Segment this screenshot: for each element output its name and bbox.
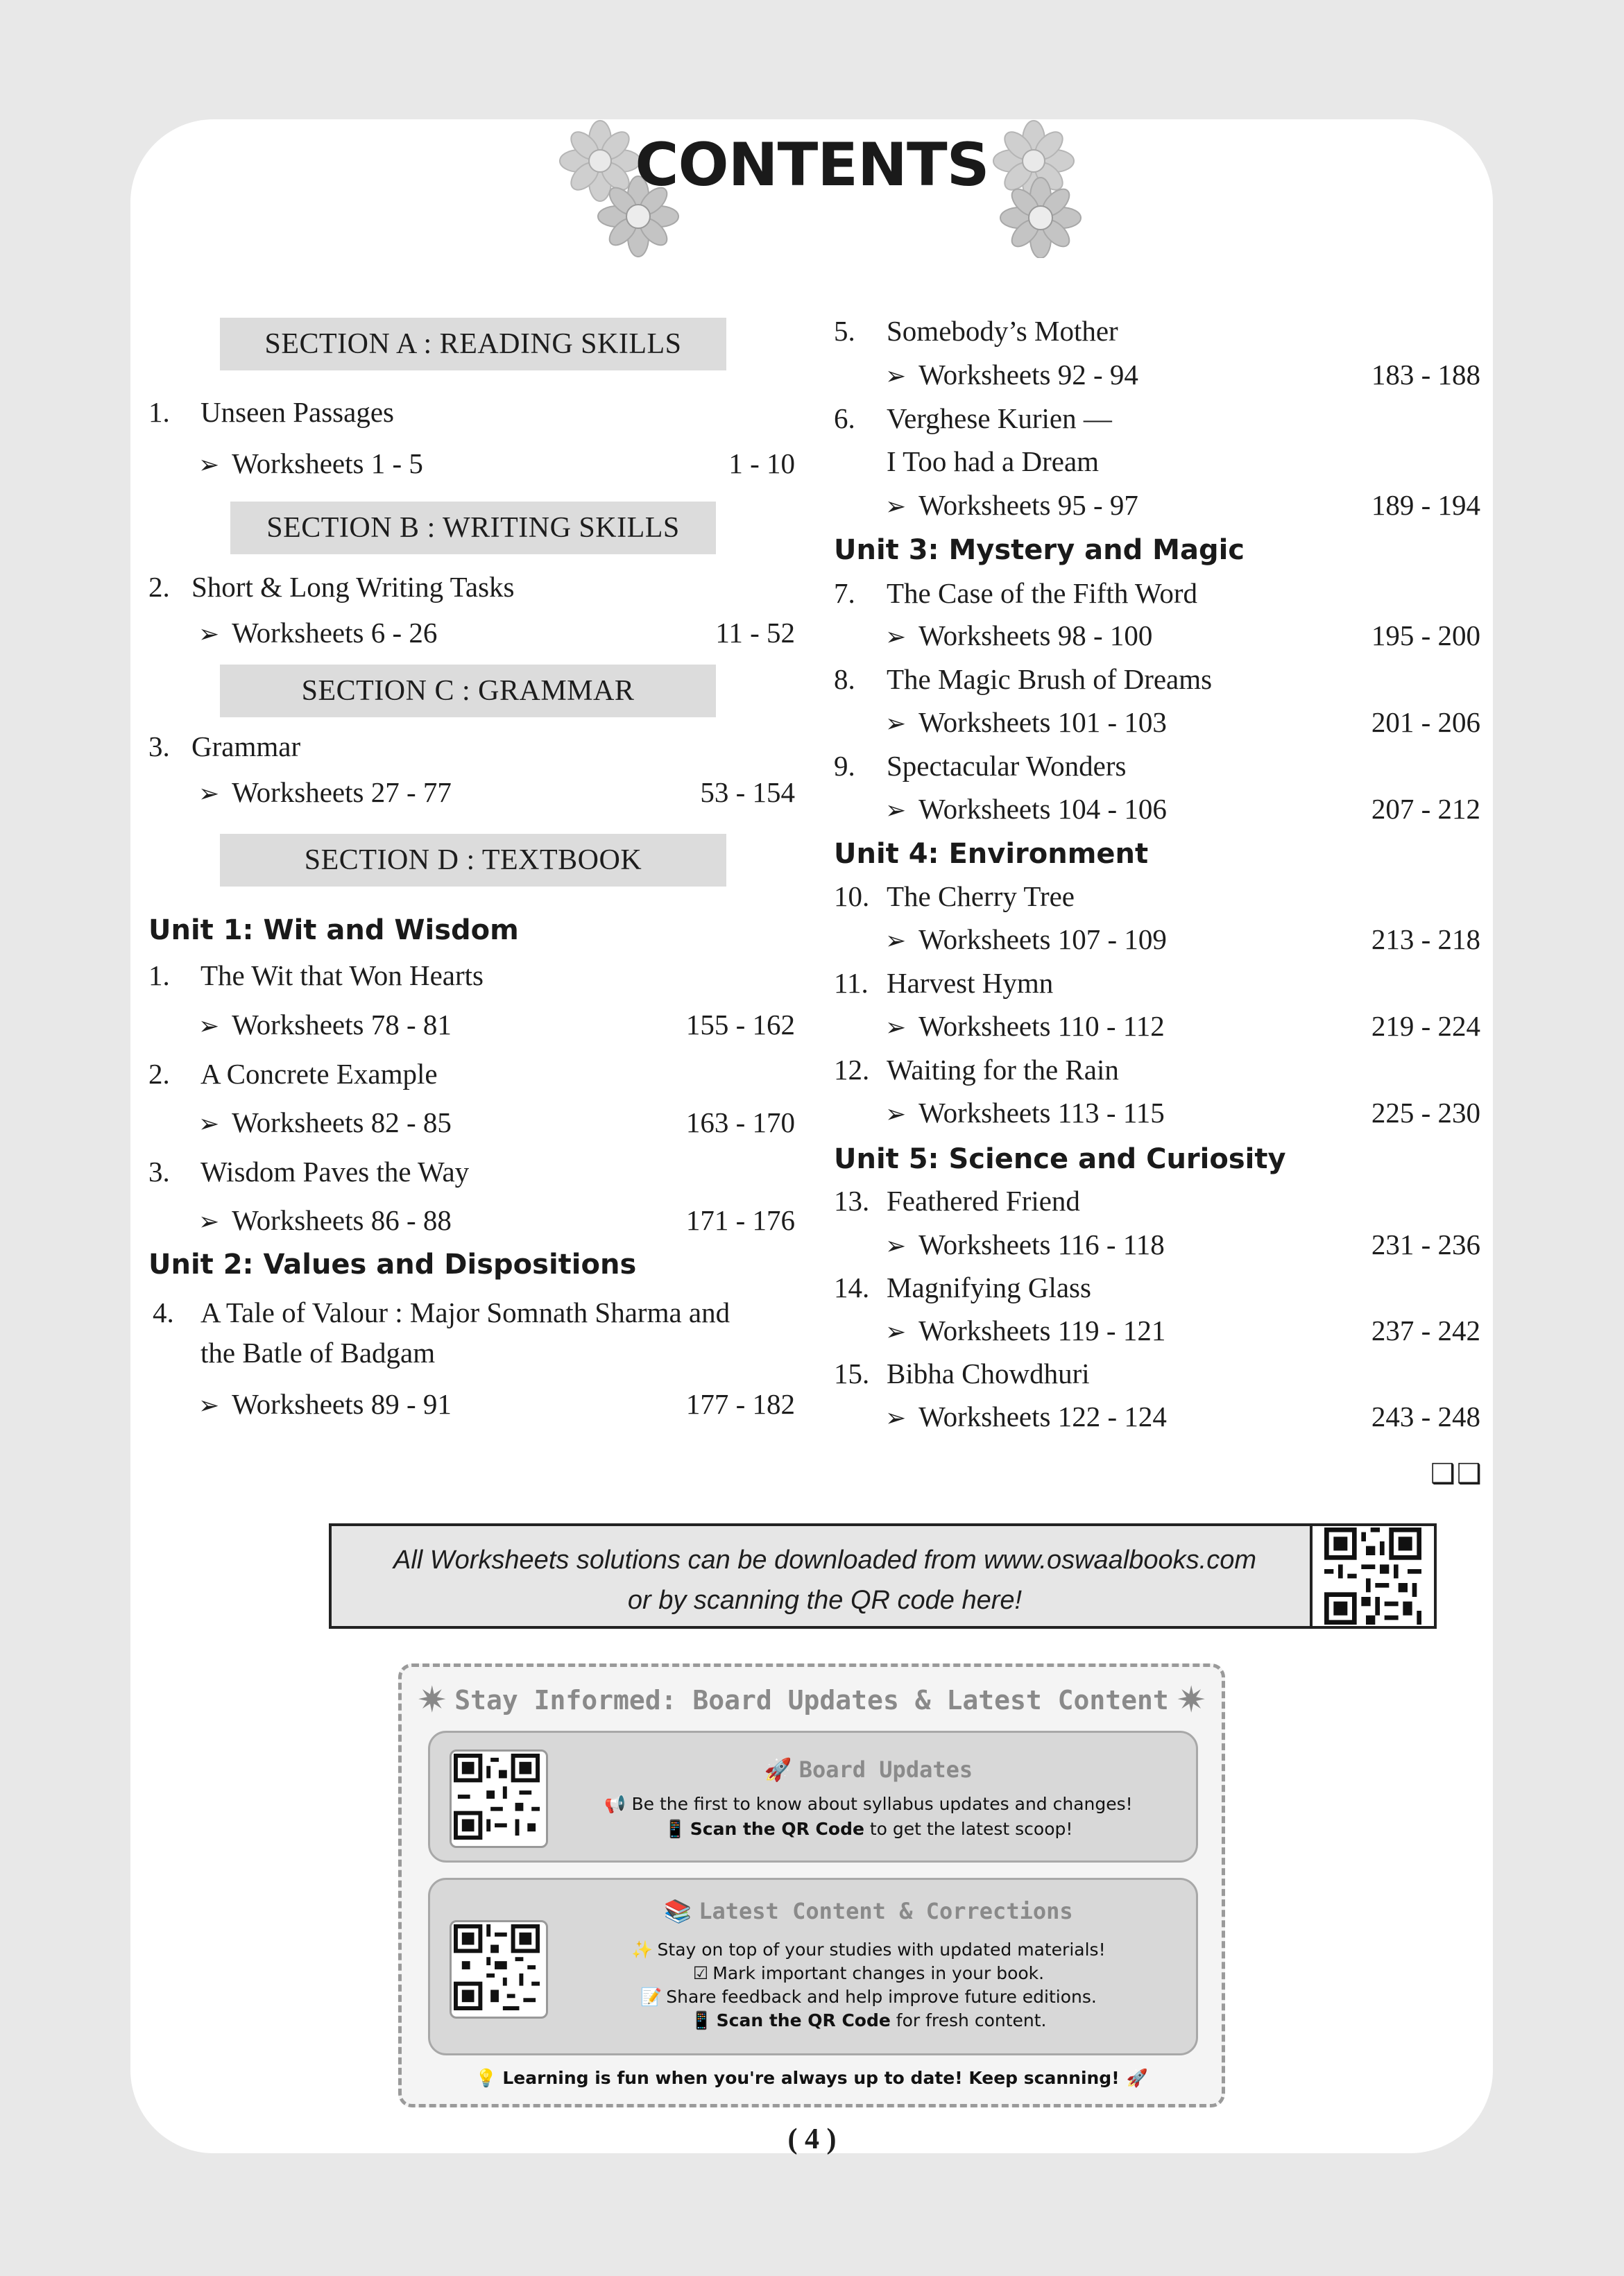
entry-title: Waiting for the Rain	[887, 1054, 1119, 1086]
worksheets-label: Worksheets 116 - 118	[918, 1229, 1165, 1260]
section-heading: SECTION B : WRITING SKILLS	[230, 502, 716, 554]
entry-number: 15.	[834, 1358, 870, 1389]
entry-number: 3.	[148, 730, 170, 762]
entry-number: 6.	[834, 402, 855, 434]
section-heading: SECTION D : TEXTBOOK	[220, 834, 726, 887]
entry-title: The Cherry Tree	[887, 880, 1075, 912]
rocket-icon: 🚀	[764, 1756, 792, 1783]
arrow-bullet-icon: ➢	[885, 1318, 907, 1346]
worksheets-label: Worksheets 78 - 81	[232, 1009, 452, 1041]
entry-number: 3.	[148, 1156, 170, 1188]
phone-icon: 📱	[664, 1819, 686, 1839]
unit-heading: Unit 1: Wit and Wisdom	[148, 914, 519, 946]
arrow-bullet-icon: ➢	[885, 362, 907, 390]
page-title: CONTENTS	[635, 130, 989, 200]
latest-content-panel	[428, 1878, 1198, 2055]
entry-number: 10.	[834, 880, 870, 912]
entry-number: 14.	[834, 1272, 870, 1303]
entry-number: 12.	[834, 1054, 870, 1086]
entry-title-continued: the Batle of Badgam	[200, 1337, 436, 1369]
entry-number: 13.	[834, 1185, 870, 1217]
solutions-box	[329, 1523, 1437, 1629]
page-range: 183 - 188	[1371, 359, 1480, 391]
latest-content-line-3: Share feedback and help improve future editions.	[666, 1987, 1097, 2007]
solutions-line-1: All Worksheets solutions can be downloaded from www.oswaalbooks.com	[393, 1546, 1257, 1575]
entry-title: A Concrete Example	[200, 1058, 438, 1090]
page-range: 155 - 162	[685, 1009, 795, 1041]
entry-title: Harvest Hymn	[887, 967, 1054, 999]
entry-number: 2.	[148, 1058, 170, 1090]
latest-content-line-2: Mark important changes in your book.	[712, 1963, 1045, 1983]
entry-title: The Magic Brush of Dreams	[887, 663, 1213, 695]
page-range: 11 - 52	[715, 617, 795, 649]
entry-number: 5.	[834, 315, 855, 347]
page-range: 213 - 218	[1371, 923, 1480, 955]
latest-content-line-4: for fresh content.	[890, 2010, 1047, 2030]
worksheets-label: Worksheets 95 - 97	[918, 489, 1138, 521]
worksheets-label: Worksheets 110 - 112	[918, 1010, 1165, 1042]
scan-qr-emphasis: Scan the QR Code	[690, 1819, 864, 1839]
worksheets-label: Worksheets 82 - 85	[232, 1106, 452, 1138]
qr-code-icon[interactable]	[454, 1754, 540, 1840]
arrow-bullet-icon: ➢	[885, 1404, 907, 1432]
page-range: 177 - 182	[685, 1388, 795, 1420]
worksheets-label: Worksheets 86 - 88	[232, 1204, 452, 1236]
entry-title: Unseen Passages	[200, 396, 394, 428]
page-range: 207 - 212	[1371, 793, 1480, 825]
phone-icon: 📱	[690, 2010, 712, 2030]
arrow-bullet-icon: ➢	[198, 451, 220, 479]
section-heading: SECTION A : READING SKILLS	[220, 318, 726, 370]
entry-number: 7.	[834, 577, 855, 609]
page-range: 231 - 236	[1371, 1229, 1480, 1260]
latest-content-heading: Latest Content & Corrections	[699, 1898, 1073, 1924]
worksheets-label: Worksheets 6 - 26	[232, 617, 438, 649]
page-range: 243 - 248	[1371, 1401, 1480, 1432]
board-updates-heading: Board Updates	[798, 1756, 973, 1783]
arrow-bullet-icon: ➢	[885, 796, 907, 824]
arrow-bullet-icon: ➢	[885, 1232, 907, 1260]
entry-number: 1.	[148, 959, 170, 991]
arrow-bullet-icon: ➢	[198, 1110, 220, 1138]
entry-number: 4.	[153, 1297, 174, 1328]
page-range: 219 - 224	[1371, 1010, 1480, 1042]
page-range: 163 - 170	[685, 1106, 795, 1138]
page-range: 225 - 230	[1371, 1097, 1480, 1129]
rocket-icon: 🚀	[1126, 2068, 1148, 2088]
page-number: ( 4 )	[787, 2123, 837, 2155]
unit-heading: Unit 2: Values and Dispositions	[148, 1249, 637, 1281]
entry-title: Feathered Friend	[887, 1185, 1080, 1217]
books-icon: 📚	[664, 1898, 692, 1924]
entry-title-continued: I Too had a Dream	[887, 445, 1100, 477]
entry-title: Short & Long Writing Tasks	[191, 571, 515, 603]
latest-content-line-1: Stay on top of your studies with updated materials!	[657, 1940, 1106, 1960]
qr-code-icon[interactable]	[1324, 1528, 1421, 1625]
worksheets-label: Worksheets 101 - 103	[918, 706, 1167, 738]
entry-title: Somebody’s Mother	[887, 315, 1118, 347]
page-range: 171 - 176	[685, 1204, 795, 1236]
party-popper-icon: ✷	[417, 1681, 447, 1720]
arrow-bullet-icon: ➢	[198, 1208, 220, 1235]
entry-title: Spectacular Wonders	[887, 750, 1127, 782]
arrow-bullet-icon: ➢	[885, 493, 907, 520]
entry-title: The Wit that Won Hearts	[200, 959, 484, 991]
end-mark-icon: ❑❑	[1430, 1458, 1483, 1490]
entry-title: Verghese Kurien —	[887, 402, 1112, 434]
arrow-bullet-icon: ➢	[198, 1392, 220, 1419]
stay-informed-box	[398, 1663, 1225, 2107]
entry-number: 2.	[148, 571, 170, 603]
page-range: 53 - 154	[700, 776, 795, 808]
scan-qr-emphasis: Scan the QR Code	[716, 2010, 891, 2030]
party-popper-icon: ✷	[1176, 1681, 1206, 1720]
board-updates-panel	[428, 1731, 1198, 1863]
entry-title: Wisdom Paves the Way	[200, 1156, 470, 1188]
arrow-bullet-icon: ➢	[198, 780, 220, 807]
worksheets-label: Worksheets 107 - 109	[918, 923, 1167, 955]
worksheets-label: Worksheets 122 - 124	[918, 1401, 1167, 1432]
unit-heading: Unit 5: Science and Curiosity	[834, 1143, 1286, 1175]
worksheets-label: Worksheets 27 - 77	[232, 776, 452, 808]
worksheets-label: Worksheets 1 - 5	[232, 447, 423, 479]
section-heading: SECTION C : GRAMMAR	[220, 665, 716, 717]
checkbox-icon: ☑	[692, 1963, 709, 1983]
worksheets-label: Worksheets 89 - 91	[232, 1388, 452, 1420]
qr-code-icon[interactable]	[454, 1924, 540, 2010]
sparkle-icon: ✨	[631, 1940, 653, 1960]
arrow-bullet-icon: ➢	[885, 1100, 907, 1128]
board-updates-line-2: to get the latest scoop!	[864, 1819, 1073, 1839]
arrow-bullet-icon: ➢	[885, 1013, 907, 1041]
worksheets-label: Worksheets 113 - 115	[918, 1097, 1165, 1129]
entry-number: 8.	[834, 663, 855, 695]
arrow-bullet-icon: ➢	[198, 620, 220, 648]
board-updates-line-1: Be the first to know about syllabus updates and changes!	[631, 1794, 1133, 1814]
unit-heading: Unit 3: Mystery and Magic	[834, 534, 1245, 566]
stay-informed-footer: Learning is fun when you're always up to date! Keep scanning!	[502, 2068, 1120, 2088]
unit-heading: Unit 4: Environment	[834, 838, 1149, 870]
arrow-bullet-icon: ➢	[885, 927, 907, 955]
arrow-bullet-icon: ➢	[885, 710, 907, 737]
worksheets-label: Worksheets 104 - 106	[918, 793, 1167, 825]
page-range: 195 - 200	[1371, 619, 1480, 651]
entry-title: Grammar	[191, 730, 301, 762]
arrow-bullet-icon: ➢	[198, 1012, 220, 1040]
entry-number: 1.	[148, 396, 170, 428]
page-range: 1 - 10	[728, 447, 795, 479]
entry-number: 9.	[834, 750, 855, 782]
page-range: 201 - 206	[1371, 706, 1480, 738]
lightbulb-icon: 💡	[475, 2068, 497, 2088]
entry-title: The Case of the Fifth Word	[887, 577, 1197, 609]
solutions-line-2: or by scanning the QR code here!	[627, 1586, 1023, 1615]
entry-title: A Tale of Valour : Major Somnath Sharma and	[200, 1297, 730, 1328]
worksheets-label: Worksheets 92 - 94	[918, 359, 1138, 391]
worksheets-label: Worksheets 98 - 100	[918, 619, 1153, 651]
page-range: 237 - 242	[1371, 1315, 1480, 1346]
worksheets-label: Worksheets 119 - 121	[918, 1315, 1166, 1346]
entry-number: 11.	[834, 967, 869, 999]
memo-icon: 📝	[640, 1987, 663, 2007]
stay-informed-title: Stay Informed: Board Updates & Latest Content	[454, 1685, 1169, 1715]
entry-title: Bibha Chowdhuri	[887, 1358, 1090, 1389]
arrow-bullet-icon: ➢	[885, 623, 907, 651]
page-range: 189 - 194	[1371, 489, 1480, 521]
megaphone-icon: 📢	[604, 1794, 626, 1814]
entry-title: Magnifying Glass	[887, 1272, 1091, 1303]
